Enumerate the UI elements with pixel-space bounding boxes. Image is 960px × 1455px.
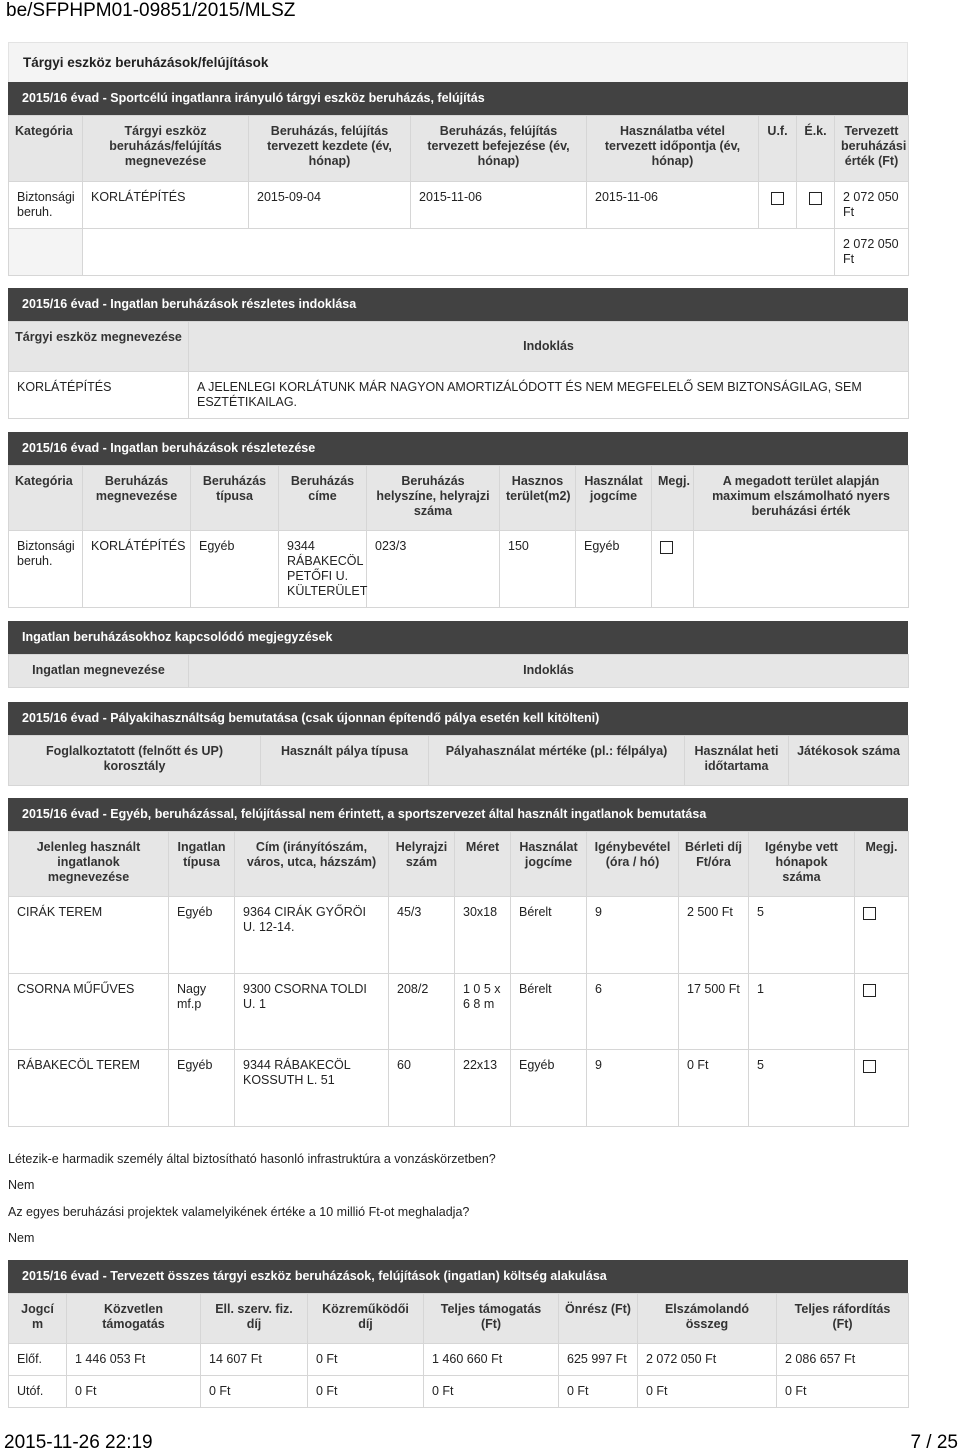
cell-jogcim: Bérelt (511, 897, 587, 974)
section-indoklas (8, 288, 908, 419)
cell-elszam: 0 Ft (638, 1376, 777, 1408)
cell-jogcim: Egyéb (576, 531, 652, 608)
table-row (9, 1344, 909, 1376)
cell-total: 2 072 050 Ft (835, 229, 909, 276)
cell-cim: 9364 CIRÁK GYŐRÖI U. 12-14. (235, 897, 389, 974)
cell-igeny: 9 (587, 1050, 679, 1127)
section-header: 2015/16 évad - Tervezett összes tárgyi eszköz beruházások, felújítások (ingatlan) költség alakulása (8, 1260, 908, 1293)
cell-elszam: 2 072 050 Ft (638, 1344, 777, 1376)
cell-dij: 17 500 Ft (679, 974, 749, 1050)
col-header: Megj. (855, 832, 909, 897)
cell-tipus: Nagy mf.p (169, 974, 235, 1050)
cell-igeny: 6 (587, 974, 679, 1050)
col-header: Tervezett beruházási érték (Ft) (835, 116, 909, 182)
col-header: Használatba vétel tervezett időpontja (év, hónap) (587, 116, 759, 182)
notes-table (8, 654, 909, 688)
cell-nev: RÁBAKECÖL TEREM (9, 1050, 169, 1127)
cell-indoklas: A JELENLEGI KORLÁTUNK MÁR NAGYON AMORTIZÁLÓDOTT ÉS NEM MEGFELELŐ SEM BIZTONSÁGILAG, SEM ESZTÉTIKAILAG. (189, 372, 909, 419)
cell-megj (652, 531, 694, 608)
section-header: 2015/16 évad - Ingatlan beruházások részletes indoklása (8, 288, 908, 321)
section-header: 2015/16 évad - Ingatlan beruházások részletezése (8, 432, 908, 465)
col-header: Használat heti időtartama (685, 736, 789, 786)
cell-kategoria: Biztonsági beruh. (9, 182, 83, 229)
cell-dij: 0 Ft (679, 1050, 749, 1127)
cell-meret: 1 0 5 x 6 8 m (455, 974, 511, 1050)
table-row (9, 372, 909, 419)
section-targyi-eszkoz (8, 42, 908, 276)
cell-tipus: Egyéb (191, 531, 279, 608)
cell-ertek: 2 072 050 Ft (835, 182, 909, 229)
section-koltseg (8, 1260, 908, 1408)
table-row (9, 897, 909, 974)
section-header: 2015/16 évad - Egyéb, beruházással, felújítással nem érintett, a sportszervezet által használt ingatlanok bemutatása (8, 798, 908, 831)
megj-checkbox[interactable] (660, 541, 673, 554)
col-header: Közreműködői díj (308, 1294, 424, 1344)
details-table (8, 465, 909, 608)
cell-befejezes: 2015-11-06 (411, 182, 587, 229)
col-header: Indoklás (189, 655, 909, 688)
cell-kozrem: 0 Ft (308, 1344, 424, 1376)
cell-igeny: 9 (587, 897, 679, 974)
cell-kozrem: 0 Ft (308, 1376, 424, 1408)
cell-megj (855, 1050, 909, 1127)
col-header: Játékosok száma (789, 736, 909, 786)
megj-checkbox[interactable] (863, 1060, 876, 1073)
col-header: Beruházás címe (279, 466, 367, 531)
col-header: Használat jogcíme (511, 832, 587, 897)
cell-onresz: 625 997 Ft (559, 1344, 638, 1376)
cell-max-ertek (694, 531, 909, 608)
cell-tipus: Egyéb (169, 1050, 235, 1127)
cell-meret: 30x18 (455, 897, 511, 974)
cell-cim: 9344 RÁBAKECÖL KOSSUTH L. 51 (235, 1050, 389, 1127)
cell-ell: 0 Ft (201, 1376, 308, 1408)
cell-nev: CIRÁK TEREM (9, 897, 169, 974)
cell-ell: 14 607 Ft (201, 1344, 308, 1376)
cell-kategoria: Biztonsági beruh. (9, 531, 83, 608)
col-header: Beruházás, felújítás tervezett befejezése (év, hónap) (411, 116, 587, 182)
col-header: Elszámolandó összeg (638, 1294, 777, 1344)
col-header: Kategória (9, 116, 83, 182)
col-header: Tárgyi eszköz megnevezése (9, 322, 189, 372)
cell-jogcim: Utóf. (9, 1376, 67, 1408)
cell-nev: KORLÁTÉPÍTÉS (83, 531, 191, 608)
question-10-million: Az egyes beruházási projektek valamelyikének értéke a 10 millió Ft-ot meghaladja? (8, 1205, 470, 1219)
cell-honap: 1 (749, 974, 855, 1050)
col-header: Ingatlan megnevezése (9, 655, 189, 688)
cell-rafordit: 0 Ft (777, 1376, 909, 1408)
col-header: Ingatlan típusa (169, 832, 235, 897)
cell-megj (855, 974, 909, 1050)
col-header: Helyrajzi szám (389, 832, 455, 897)
col-header: Önrész (Ft) (559, 1294, 638, 1344)
col-header: Indoklás (189, 322, 909, 372)
table-row (9, 974, 909, 1050)
col-header: Tárgyi eszköz beruházás/felújítás megnevezése (83, 116, 249, 182)
col-header: Pályahasználat mértéke (pl.: félpálya) (429, 736, 685, 786)
properties-table (8, 831, 909, 1127)
section-header: Ingatlan beruházásokhoz kapcsolódó megjegyzések (8, 621, 908, 654)
cell-jogcim: Bérelt (511, 974, 587, 1050)
col-header: Jelenleg használt ingatlanok megnevezése (9, 832, 169, 897)
table-row (9, 182, 909, 229)
section-megjegyzesek (8, 621, 908, 688)
cell-ek (797, 182, 835, 229)
cell-dij: 2 500 Ft (679, 897, 749, 974)
megj-checkbox[interactable] (863, 907, 876, 920)
cell-honap: 5 (749, 897, 855, 974)
section-header: 2015/16 évad - Pályakihasználtság bemutatása (csak újonnan építendő pálya esetén kell kitölteni) (8, 702, 908, 735)
table-row (9, 1050, 909, 1127)
answer-10-million: Nem (8, 1231, 35, 1245)
col-header: Igénybevétel (óra / hó) (587, 832, 679, 897)
cell-teljes: 0 Ft (424, 1376, 559, 1408)
section-header: 2015/16 évad - Sportcélú ingatlanra irányuló tárgyi eszköz beruházás, felújítás (8, 82, 908, 115)
col-header: Foglalkoztatott (felnőtt és UP) korosztály (9, 736, 261, 786)
col-header: Méret (455, 832, 511, 897)
col-header: Ell. szerv. fiz. díj (201, 1294, 308, 1344)
cell-rafordit: 2 086 657 Ft (777, 1344, 909, 1376)
uf-checkbox[interactable] (771, 192, 784, 205)
investment-table (8, 115, 909, 276)
col-header: Beruházás megnevezése (83, 466, 191, 531)
col-header: É.k. (797, 116, 835, 182)
section-egyeb-ingatlanok (8, 798, 908, 1127)
col-header: Közvetlen támogatás (67, 1294, 201, 1344)
cell-cim: 9300 CSORNA TOLDI U. 1 (235, 974, 389, 1050)
table-row (9, 1376, 909, 1408)
document-id: be/SFPHPM01-09851/2015/MLSZ (6, 0, 296, 21)
cell-teljes: 1 460 660 Ft (424, 1344, 559, 1376)
col-header: U.f. (759, 116, 797, 182)
col-header: Jogcí m (9, 1294, 67, 1344)
cell-hrsz: 60 (389, 1050, 455, 1127)
cell-uf (759, 182, 797, 229)
cell-kozvetlen: 1 446 053 Ft (67, 1344, 201, 1376)
cell-hrsz: 208/2 (389, 974, 455, 1050)
usage-table (8, 735, 909, 786)
col-header: Bérleti díj Ft/óra (679, 832, 749, 897)
cell-cim: 9344 RÁBAKECÖL PETŐFI U. KÜLTERÜLET (279, 531, 367, 608)
col-header: Beruházás típusa (191, 466, 279, 531)
footer-page-number: 7 / 25 (910, 1432, 958, 1453)
megj-checkbox[interactable] (863, 984, 876, 997)
cell-onresz: 0 Ft (559, 1376, 638, 1408)
cell-tipus: Egyéb (169, 897, 235, 974)
section-palyakihasznaltsag (8, 702, 908, 786)
ek-checkbox[interactable] (809, 192, 822, 205)
section-reszletezes (8, 432, 908, 608)
answer-infrastructure: Nem (8, 1178, 35, 1192)
cell-terulet: 150 (500, 531, 576, 608)
col-header: A megadott terület alapján maximum elszámolható nyers beruházási érték (694, 466, 909, 531)
cell-nev: KORLÁTÉPÍTÉS (9, 372, 189, 419)
col-header: Cím (irányítószám, város, utca, házszám) (235, 832, 389, 897)
col-header: Teljes támogatás (Ft) (424, 1294, 559, 1344)
cell-megj (855, 897, 909, 974)
col-header: Megj. (652, 466, 694, 531)
col-header: Hasznos terület(m2) (500, 466, 576, 531)
col-header: Használat jogcíme (576, 466, 652, 531)
cell-nev: CSORNA MŰFŰVES (9, 974, 169, 1050)
section-title: Tárgyi eszköz beruházások/felújítások (8, 42, 908, 82)
cell-kozvetlen: 0 Ft (67, 1376, 201, 1408)
col-header: Kategória (9, 466, 83, 531)
table-row (9, 531, 909, 608)
col-header: Beruházás, felújítás tervezett kezdete (év, hónap) (249, 116, 411, 182)
cell-hrsz: 45/3 (389, 897, 455, 974)
cell-nev: KORLÁTÉPÍTÉS (83, 182, 249, 229)
cell-hasznalat: 2015-11-06 (587, 182, 759, 229)
col-header: Használt pálya típusa (261, 736, 429, 786)
question-infrastructure: Létezik-e harmadik személy által biztosítható hasonló infrastruktúra a vonzáskörzetben? (8, 1152, 496, 1166)
footer-datetime: 2015-11-26 22:19 (4, 1432, 153, 1453)
total-row (9, 229, 909, 276)
cell-jogcim: Egyéb (511, 1050, 587, 1127)
cell-jogcim: Előf. (9, 1344, 67, 1376)
cell-honap: 5 (749, 1050, 855, 1127)
cell-helyszin: 023/3 (367, 531, 500, 608)
col-header: Beruházás helyszíne, helyrajzi száma (367, 466, 500, 531)
cell-meret: 22x13 (455, 1050, 511, 1127)
cell-kezdet: 2015-09-04 (249, 182, 411, 229)
justification-table (8, 321, 909, 419)
col-header: Teljes ráfordítás (Ft) (777, 1294, 909, 1344)
col-header: Igénybe vett hónapok száma (749, 832, 855, 897)
cost-table (8, 1293, 909, 1408)
